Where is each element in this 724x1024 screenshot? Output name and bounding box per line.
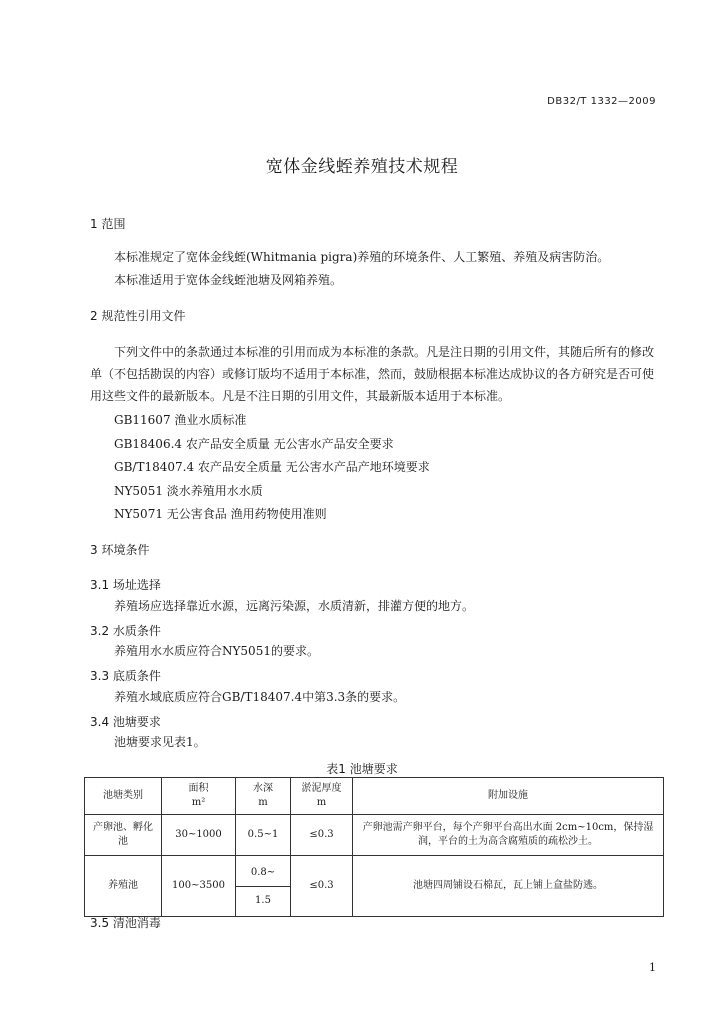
page-number: 1	[649, 961, 656, 974]
section-3-1-text: 养殖场应选择靠近水源，远离污染源，水质清新，排灌方便的地方。	[114, 599, 475, 613]
cell-area: 30~1000	[162, 815, 236, 856]
section-2-paragraph: 下列文件中的条款通过本标准的引用而成为本标准的条款。凡是注日期的引用文件，其随后所有的修改单（不包括勘误的内容）或修订版均不适用于本标准，然而，鼓励根据本标准达成协议的各方研究是否可使用这些文件的最新版本。凡是不注日期的引用文件，其最新版本适用于本标准。	[90, 345, 655, 403]
document-title: 宽体金线蛭养殖技术规程	[265, 157, 459, 177]
cell-depth: 0.5~1	[236, 815, 291, 856]
section-3-5-heading: 3.5 清池消毒	[90, 916, 161, 930]
cell-facility: 产卵池需产卵平台，每个产卵平台高出水面 2cm~10cm，保持湿润，平台的土为高含腐殖质的疏松沙土。	[353, 815, 664, 856]
header-depth-unit: m	[258, 797, 268, 808]
header-silt	[291, 778, 353, 815]
cell-type: 产卵池、孵化池	[85, 815, 162, 856]
cell-depth	[236, 856, 291, 917]
cell-type: 养殖池	[85, 856, 162, 917]
section-3-3-text: 养殖水域底质应符合GB/T18407.4中第3.3条的要求。	[114, 690, 406, 704]
section-3-3-heading: 3.3 底质条件	[90, 669, 161, 683]
cell-area: 100~3500	[162, 856, 236, 917]
ref-item: GB18406.4 农产品安全质量 无公害水产品安全要求	[114, 437, 394, 451]
header-area-unit: m²	[191, 797, 206, 808]
header-depth	[236, 778, 291, 815]
section-3-2-text: 养殖用水水质应符合NY5051的要求。	[114, 644, 319, 658]
cell-facility: 池塘四周铺设石棉瓦，瓦上铺上盒盐防逃。	[353, 856, 664, 917]
cell-depth-line-2: 1.5	[255, 894, 271, 906]
ref-item: GB/T18407.4 农产品安全质量 无公害水产品产地环境要求	[114, 460, 430, 474]
table-header-row	[85, 778, 664, 815]
section-3-2-heading: 3.2 水质条件	[90, 624, 161, 638]
table-caption: 表1 池塘要求	[326, 762, 398, 776]
cell-silt: ≤0.3	[291, 856, 353, 917]
section-3-4-heading: 3.4 池塘要求	[90, 715, 161, 729]
header-facility: 附加设施	[353, 778, 664, 815]
table-row	[85, 815, 664, 856]
section-3-4-text: 池塘要求见表1。	[114, 735, 206, 749]
header-area	[162, 778, 236, 815]
section-2-heading: 2 规范性引用文件	[90, 309, 186, 323]
section-1-line-2: 本标准适用于宽体金线蛭池塘及网箱养殖。	[114, 273, 343, 287]
cell-depth-line-1: 0.8~	[236, 859, 290, 887]
header-type: 池塘类别	[85, 778, 162, 815]
section-1-heading: 1 范围	[90, 217, 126, 231]
cell-silt: ≤0.3	[291, 815, 353, 856]
header-silt-label: 淤泥厚度	[301, 783, 342, 794]
table-row	[85, 856, 664, 917]
section-1-line-1: 本标准规定了宽体金线蛭(Whitmania pigra)养殖的环境条件、人工繁殖、养殖及病害防治。	[114, 250, 610, 264]
header-silt-unit: m	[316, 797, 327, 808]
header-area-label: 面积	[188, 783, 209, 794]
standard-code: DB32/T 1332—2009	[547, 96, 656, 107]
ref-item: NY5071 无公害食品 渔用药物使用准则	[114, 507, 327, 521]
ref-item: GB11607 渔业水质标准	[114, 413, 247, 427]
pond-requirements-table	[84, 777, 664, 917]
header-depth-label: 水深	[253, 783, 273, 794]
section-3-heading: 3 环境条件	[90, 543, 150, 557]
section-3-1-heading: 3.1 场址选择	[90, 578, 161, 592]
ref-item: NY5051 淡水养殖用水水质	[114, 484, 263, 498]
